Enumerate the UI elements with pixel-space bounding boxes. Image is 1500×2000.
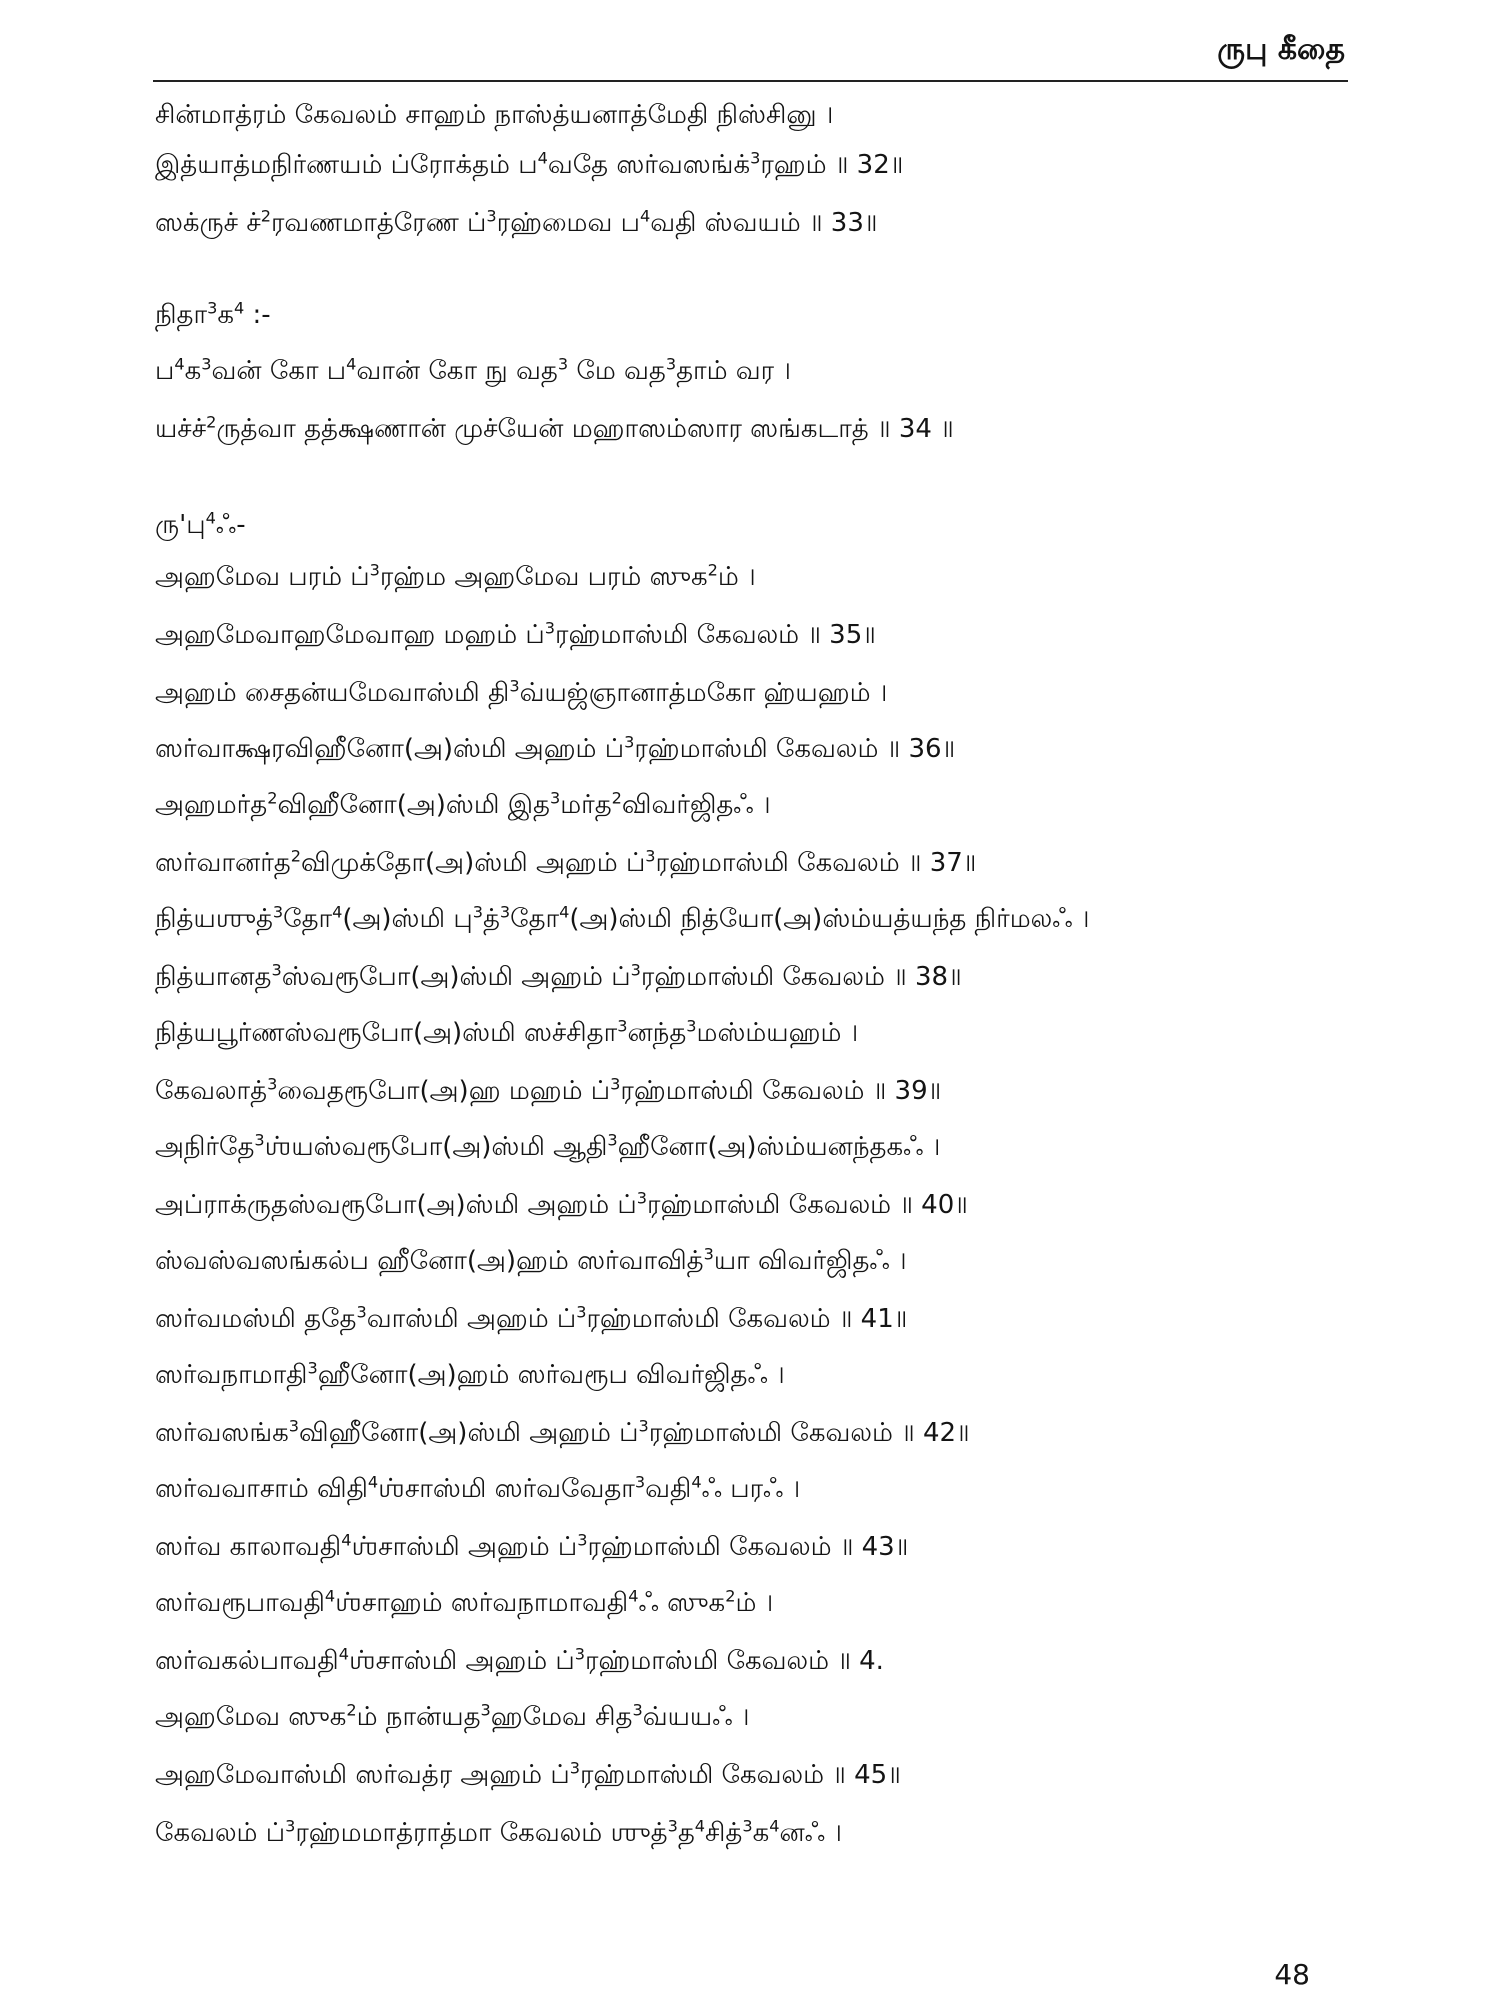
verse-segment: த xyxy=(677,1818,695,1848)
diacritic-superscript: 3 xyxy=(254,1130,265,1150)
verse-segment: ஶ்சாஹம் ஸர்வநாமாவதி xyxy=(335,1588,629,1618)
diacritic-superscript: 3 xyxy=(369,560,380,580)
diacritic-superscript: 3 xyxy=(638,1416,649,1436)
verse-line xyxy=(155,620,876,653)
verse-segment: ரஹ்மாஸ்மி கேவலம் ॥ 4. xyxy=(584,1646,884,1676)
verse-segment: ஸக்ருச் ச் xyxy=(155,208,261,238)
diacritic-superscript: 4 xyxy=(205,508,216,528)
verse-segment: ஸர்வவாசாம் விதி xyxy=(155,1474,368,1504)
verse-segment: ருத்வா தத்க்ஷணான் முச்யேன் மஹாஸம்ஸார ஸங்கடாத் ॥ 34 ॥ xyxy=(216,414,954,444)
verse-segment: கேவலாத் xyxy=(155,1076,268,1106)
verse-segment: ஶ்சாஸ்மி அஹம் ப் xyxy=(348,1646,575,1676)
diacritic-superscript: 3 xyxy=(569,1758,580,1778)
verse-segment: ஸ்வஸ்வஸங்கல்ப ஹீனோ(அ)ஹம் ஸர்வாவித் xyxy=(155,1246,704,1276)
verse-segment: நிதா xyxy=(155,300,208,330)
verse-segment: அஹம் சைதன்யமேவாஸ்மி தி xyxy=(155,678,510,708)
verse-segment: மர்த xyxy=(560,790,612,820)
verse-segment: ம் । xyxy=(717,562,756,592)
verse-line xyxy=(155,562,756,595)
verse-segment: க xyxy=(217,300,234,330)
verse-segment: மே வத xyxy=(568,356,666,386)
verse-segment: ஸர்வாக்ஷரவிஹீனோ(அ)ஸ்மி அஹம் ப் xyxy=(155,734,625,764)
verse-segment: ஸர்வமஸ்மி ததே xyxy=(155,1304,357,1334)
diacritic-superscript: 4 xyxy=(332,902,343,922)
verse-segment: ரஹ்மாஸ்மி கேவலம் ॥ 35॥ xyxy=(555,620,876,650)
verse-segment: வான் கோ நு வத xyxy=(356,356,558,386)
diacritic-superscript: 2 xyxy=(611,788,622,808)
verse-segment: ரஹம் ॥ 32॥ xyxy=(760,150,904,180)
verse-segment: அநிர்தே xyxy=(155,1132,255,1162)
verse-line xyxy=(155,1532,908,1565)
verse-segment: அஹமேவாஸ்மி ஸர்வத்ர அஹம் ப் xyxy=(155,1760,570,1790)
verse-segment: ரஹ்மமாத்ராத்மா கேவலம் ஶுத் xyxy=(295,1818,668,1848)
diacritic-superscript: 3 xyxy=(544,618,556,638)
verse-segment: நித்யானத xyxy=(155,962,272,992)
diacritic-superscript: 3 xyxy=(271,960,282,980)
verse-segment: அப்ராக்ருதஸ்வரூபோ(அ)ஸ்மி அஹம் ப் xyxy=(155,1190,637,1220)
diacritic-superscript: 3 xyxy=(645,846,656,866)
verse-segment: விஹீனோ(அ)ஸ்மி அஹம் ப் xyxy=(298,1418,639,1448)
diacritic-superscript: 3 xyxy=(577,1530,588,1550)
verse-segment: ரஹ்மாஸ்மி கேவலம் ॥ 39॥ xyxy=(620,1076,942,1106)
diacritic-superscript: 4 xyxy=(537,148,548,168)
verse-line xyxy=(155,1190,968,1223)
verse-segment: மஸ்ம்யஹம் । xyxy=(696,1018,859,1048)
running-title: ருபு கீதை xyxy=(1217,32,1345,67)
verse-segment: இத்யாத்மநிர்ணயம் ப்ரோக்தம் ப xyxy=(155,150,538,180)
diacritic-superscript: 3 xyxy=(356,1302,367,1322)
verse-segment: வைதரூபோ(அ)ஹ மஹம் ப் xyxy=(277,1076,611,1106)
verse-segment: யச்ச் xyxy=(155,414,207,444)
diacritic-superscript: 3 xyxy=(617,1016,628,1036)
diacritic-superscript: 3 xyxy=(610,1074,621,1094)
verse-segment: தாம் வர । xyxy=(676,356,791,386)
diacritic-superscript: 3 xyxy=(607,1130,618,1150)
diacritic-superscript: 2 xyxy=(725,1586,736,1606)
verse-segment: ஃ ஸுக xyxy=(638,1588,726,1618)
diacritic-superscript: 3 xyxy=(557,354,569,374)
verse-segment: க xyxy=(184,356,202,386)
diacritic-superscript: 3 xyxy=(686,1016,697,1036)
diacritic-superscript: 3 xyxy=(667,1816,678,1836)
diacritic-superscript: 3 xyxy=(624,732,635,752)
verse-segment: ஶ்சாஸ்மி அஹம் ப் xyxy=(351,1532,578,1562)
diacritic-superscript: 2 xyxy=(260,206,271,226)
diacritic-superscript: 3 xyxy=(636,1188,648,1208)
diacritic-superscript: 2 xyxy=(290,846,301,866)
diacritic-superscript: 3 xyxy=(207,298,218,318)
verse-segment: விமுக்தோ(அ)ஸ்மி அஹம் ப் xyxy=(300,848,646,878)
verse-segment: நித்யபூர்ணஸ்வரூபோ(அ)ஸ்மி ஸச்சிதா xyxy=(155,1018,618,1048)
verse-segment: அஹமேவாஹமேவாஹ மஹம் ப் xyxy=(155,620,545,650)
diacritic-superscript: 2 xyxy=(206,412,217,432)
verse-line xyxy=(155,1702,749,1735)
diacritic-superscript: 3 xyxy=(480,1700,491,1720)
verse-segment: ரஹ்மாஸ்மி கேவலம் ॥ 38॥ xyxy=(640,962,962,992)
verse-line xyxy=(155,678,887,711)
diacritic-superscript: 4 xyxy=(174,354,185,374)
diacritic-superscript: 3 xyxy=(630,960,641,980)
diacritic-superscript: 4 xyxy=(367,1472,379,1492)
verse-segment: வ்யஜ்ஞானாத்மகோ ஹ்யஹம் । xyxy=(519,678,888,708)
verse-segment: அஹமர்த xyxy=(155,790,268,820)
verse-segment: (அ)ஸ்மி பு xyxy=(342,904,473,934)
diacritic-superscript: 4 xyxy=(694,1816,706,1836)
diacritic-superscript: 2 xyxy=(707,560,718,580)
verse-segment: சின்மாத்ரம் கேவலம் சாஹம் நாஸ்த்யனாத்மேதி நிஸ்சினு । xyxy=(155,100,834,130)
verse-line xyxy=(155,1646,884,1679)
verse-line xyxy=(155,1304,907,1337)
diacritic-superscript: 4 xyxy=(639,206,651,226)
verse-segment: :- xyxy=(244,300,271,330)
diacritic-superscript: 4 xyxy=(346,354,357,374)
diacritic-superscript: 4 xyxy=(338,1644,349,1664)
verse-segment: ரஹ்மாஸ்மி கேவலம் ॥ 37॥ xyxy=(655,848,977,878)
diacritic-superscript: 4 xyxy=(691,1472,702,1492)
verse-segment: ஸர்வ காலாவதி xyxy=(155,1532,342,1562)
diacritic-superscript: 3 xyxy=(742,1816,753,1836)
verse-line xyxy=(155,150,903,183)
verse-line xyxy=(155,1360,785,1393)
verse-segment: ரஹ்மாஸ்மி கேவலம் ॥ 41॥ xyxy=(586,1304,908,1334)
verse-segment: தோ xyxy=(510,904,560,934)
verse-line xyxy=(155,734,955,767)
verse-segment: ரஹ்மாஸ்மி கேவலம் ॥ 40॥ xyxy=(647,1190,968,1220)
verse-segment: கேவலம் ப் xyxy=(155,1818,286,1848)
verse-segment: விவர்ஜிதஃ । xyxy=(621,790,771,820)
verse-segment: ஹமேவ சித xyxy=(490,1702,633,1732)
verse-segment: ரஹ்மாஸ்மி கேவலம் ॥ 43॥ xyxy=(587,1532,909,1562)
verse-line xyxy=(155,1818,842,1851)
verse-segment: வாஸ்மி அஹம் ப் xyxy=(366,1304,577,1334)
diacritic-superscript: 4 xyxy=(324,1586,336,1606)
diacritic-superscript: 3 xyxy=(288,1416,299,1436)
verse-segment: நித்யஶுத் xyxy=(155,904,273,934)
verse-segment: ரு'பு xyxy=(155,510,206,540)
diacritic-superscript: 3 xyxy=(472,902,483,922)
verse-line xyxy=(155,300,271,333)
diacritic-superscript: 3 xyxy=(576,1302,587,1322)
diacritic-superscript: 2 xyxy=(346,1700,357,1720)
verse-segment: யா விவர்ஜிதஃ । xyxy=(713,1246,907,1276)
verse-line xyxy=(155,1018,858,1051)
verse-segment: ஸர்வானர்த xyxy=(155,848,291,878)
verse-segment: வதி ஸ்வயம் ॥ 33॥ xyxy=(650,208,878,238)
verse-line xyxy=(155,790,771,823)
diacritic-superscript: 3 xyxy=(307,1358,318,1378)
diacritic-superscript: 4 xyxy=(341,1530,352,1550)
verse-line xyxy=(155,1132,940,1165)
diacritic-superscript: 3 xyxy=(509,676,520,696)
verse-segment: ரஹ்மாஸ்மி கேவலம் ॥ 42॥ xyxy=(648,1418,970,1448)
verse-line xyxy=(155,1474,800,1507)
diacritic-superscript: 4 xyxy=(233,298,245,318)
diacritic-superscript: 3 xyxy=(574,1644,585,1664)
verse-segment: ஹீனோ(அ)ஸ்ம்யனந்தகஃ । xyxy=(617,1132,941,1162)
diacritic-superscript: 4 xyxy=(559,902,570,922)
diacritic-superscript: 3 xyxy=(634,1472,646,1492)
verse-line xyxy=(155,1588,773,1621)
verse-line xyxy=(155,208,877,241)
verse-line xyxy=(155,1076,941,1109)
verse-segment: னந்த xyxy=(627,1018,687,1048)
verse-line xyxy=(155,1246,907,1279)
diacritic-superscript: 3 xyxy=(703,1244,714,1264)
verse-segment: அஹமேவ பரம் ப் xyxy=(155,562,370,592)
diacritic-superscript: 3 xyxy=(549,788,561,808)
diacritic-superscript: 3 xyxy=(267,1074,278,1094)
verse-segment: (அ)ஸ்மி நித்யோ(அ)ஸ்ம்யத்யந்த நிர்மலஃ । xyxy=(569,904,1090,934)
verse-segment: விஹீனோ(அ)ஸ்மி இத xyxy=(277,790,550,820)
verse-line xyxy=(155,962,962,995)
diacritic-superscript: 3 xyxy=(201,354,212,374)
diacritic-superscript: 3 xyxy=(499,902,511,922)
verse-line xyxy=(155,1760,901,1793)
verse-line xyxy=(155,848,976,881)
verse-line xyxy=(155,904,1089,937)
diacritic-superscript: 3 xyxy=(272,902,284,922)
diacritic-superscript: 3 xyxy=(486,206,497,226)
verse-segment: ஶ்சாஸ்மி ஸர்வவேதா xyxy=(378,1474,635,1504)
verse-segment: த் xyxy=(482,904,500,934)
verse-segment: ரஹ்ம அஹமேவ பரம் ஸுக xyxy=(379,562,708,592)
diacritic-superscript: 3 xyxy=(632,1700,643,1720)
verse-segment: னஃ । xyxy=(779,1818,842,1848)
verse-segment: ரஹ்மாஸ்மி கேவலம் ॥ 45॥ xyxy=(579,1760,901,1790)
verse-segment: ஸர்வகல்பாவதி xyxy=(155,1646,339,1676)
diacritic-superscript: 2 xyxy=(267,788,278,808)
verse-segment: க xyxy=(752,1818,770,1848)
verse-segment: அஹமேவ ஸுக xyxy=(155,1702,347,1732)
verse-line xyxy=(155,100,833,133)
verse-segment: வதே ஸர்வஸங்க் xyxy=(547,150,751,180)
verse-segment: ம் । xyxy=(735,1588,774,1618)
header-rule xyxy=(153,80,1348,82)
diacritic-superscript: 3 xyxy=(285,1816,296,1836)
verse-segment: ஹீனோ(அ)ஹம் ஸர்வரூப விவர்ஜிதஃ । xyxy=(317,1360,785,1390)
verse-segment: ம் நான்யத xyxy=(356,1702,481,1732)
diacritic-superscript: 3 xyxy=(665,354,677,374)
verse-segment: தோ xyxy=(283,904,333,934)
verse-segment: ஃ பரஃ । xyxy=(701,1474,801,1504)
verse-segment: ஸர்வஸங்க xyxy=(155,1418,289,1448)
verse-line xyxy=(155,1418,970,1451)
verse-segment: ரஹ்மாஸ்மி கேவலம் ॥ 36॥ xyxy=(634,734,956,764)
verse-line xyxy=(155,414,954,447)
verse-segment: ரஹ்மைவ ப xyxy=(496,208,640,238)
verse-segment: வ்யயஃ । xyxy=(642,1702,750,1732)
diacritic-superscript: 4 xyxy=(628,1586,639,1606)
verse-segment: ரவணமாத்ரேண ப் xyxy=(270,208,487,238)
verse-segment: ஸ்வரூபோ(அ)ஸ்மி அஹம் ப் xyxy=(281,962,631,992)
verse-segment: வன் கோ ப xyxy=(211,356,347,386)
diacritic-superscript: 3 xyxy=(750,148,761,168)
verse-line xyxy=(155,510,246,543)
verse-segment: ஶ்யஸ்வரூபோ(அ)ஸ்மி ஆதி xyxy=(264,1132,608,1162)
verse-line xyxy=(155,356,791,389)
verse-segment: ஸர்வரூபாவதி xyxy=(155,1588,325,1618)
page-number: 48 xyxy=(1274,1958,1310,1991)
verse-segment: வதி xyxy=(645,1474,692,1504)
diacritic-superscript: 4 xyxy=(769,1816,780,1836)
verse-segment: ஸர்வநாமாதி xyxy=(155,1360,308,1390)
verse-segment: ப xyxy=(155,356,175,386)
verse-segment: ஃ- xyxy=(215,510,246,540)
verse-segment: சித் xyxy=(705,1818,743,1848)
